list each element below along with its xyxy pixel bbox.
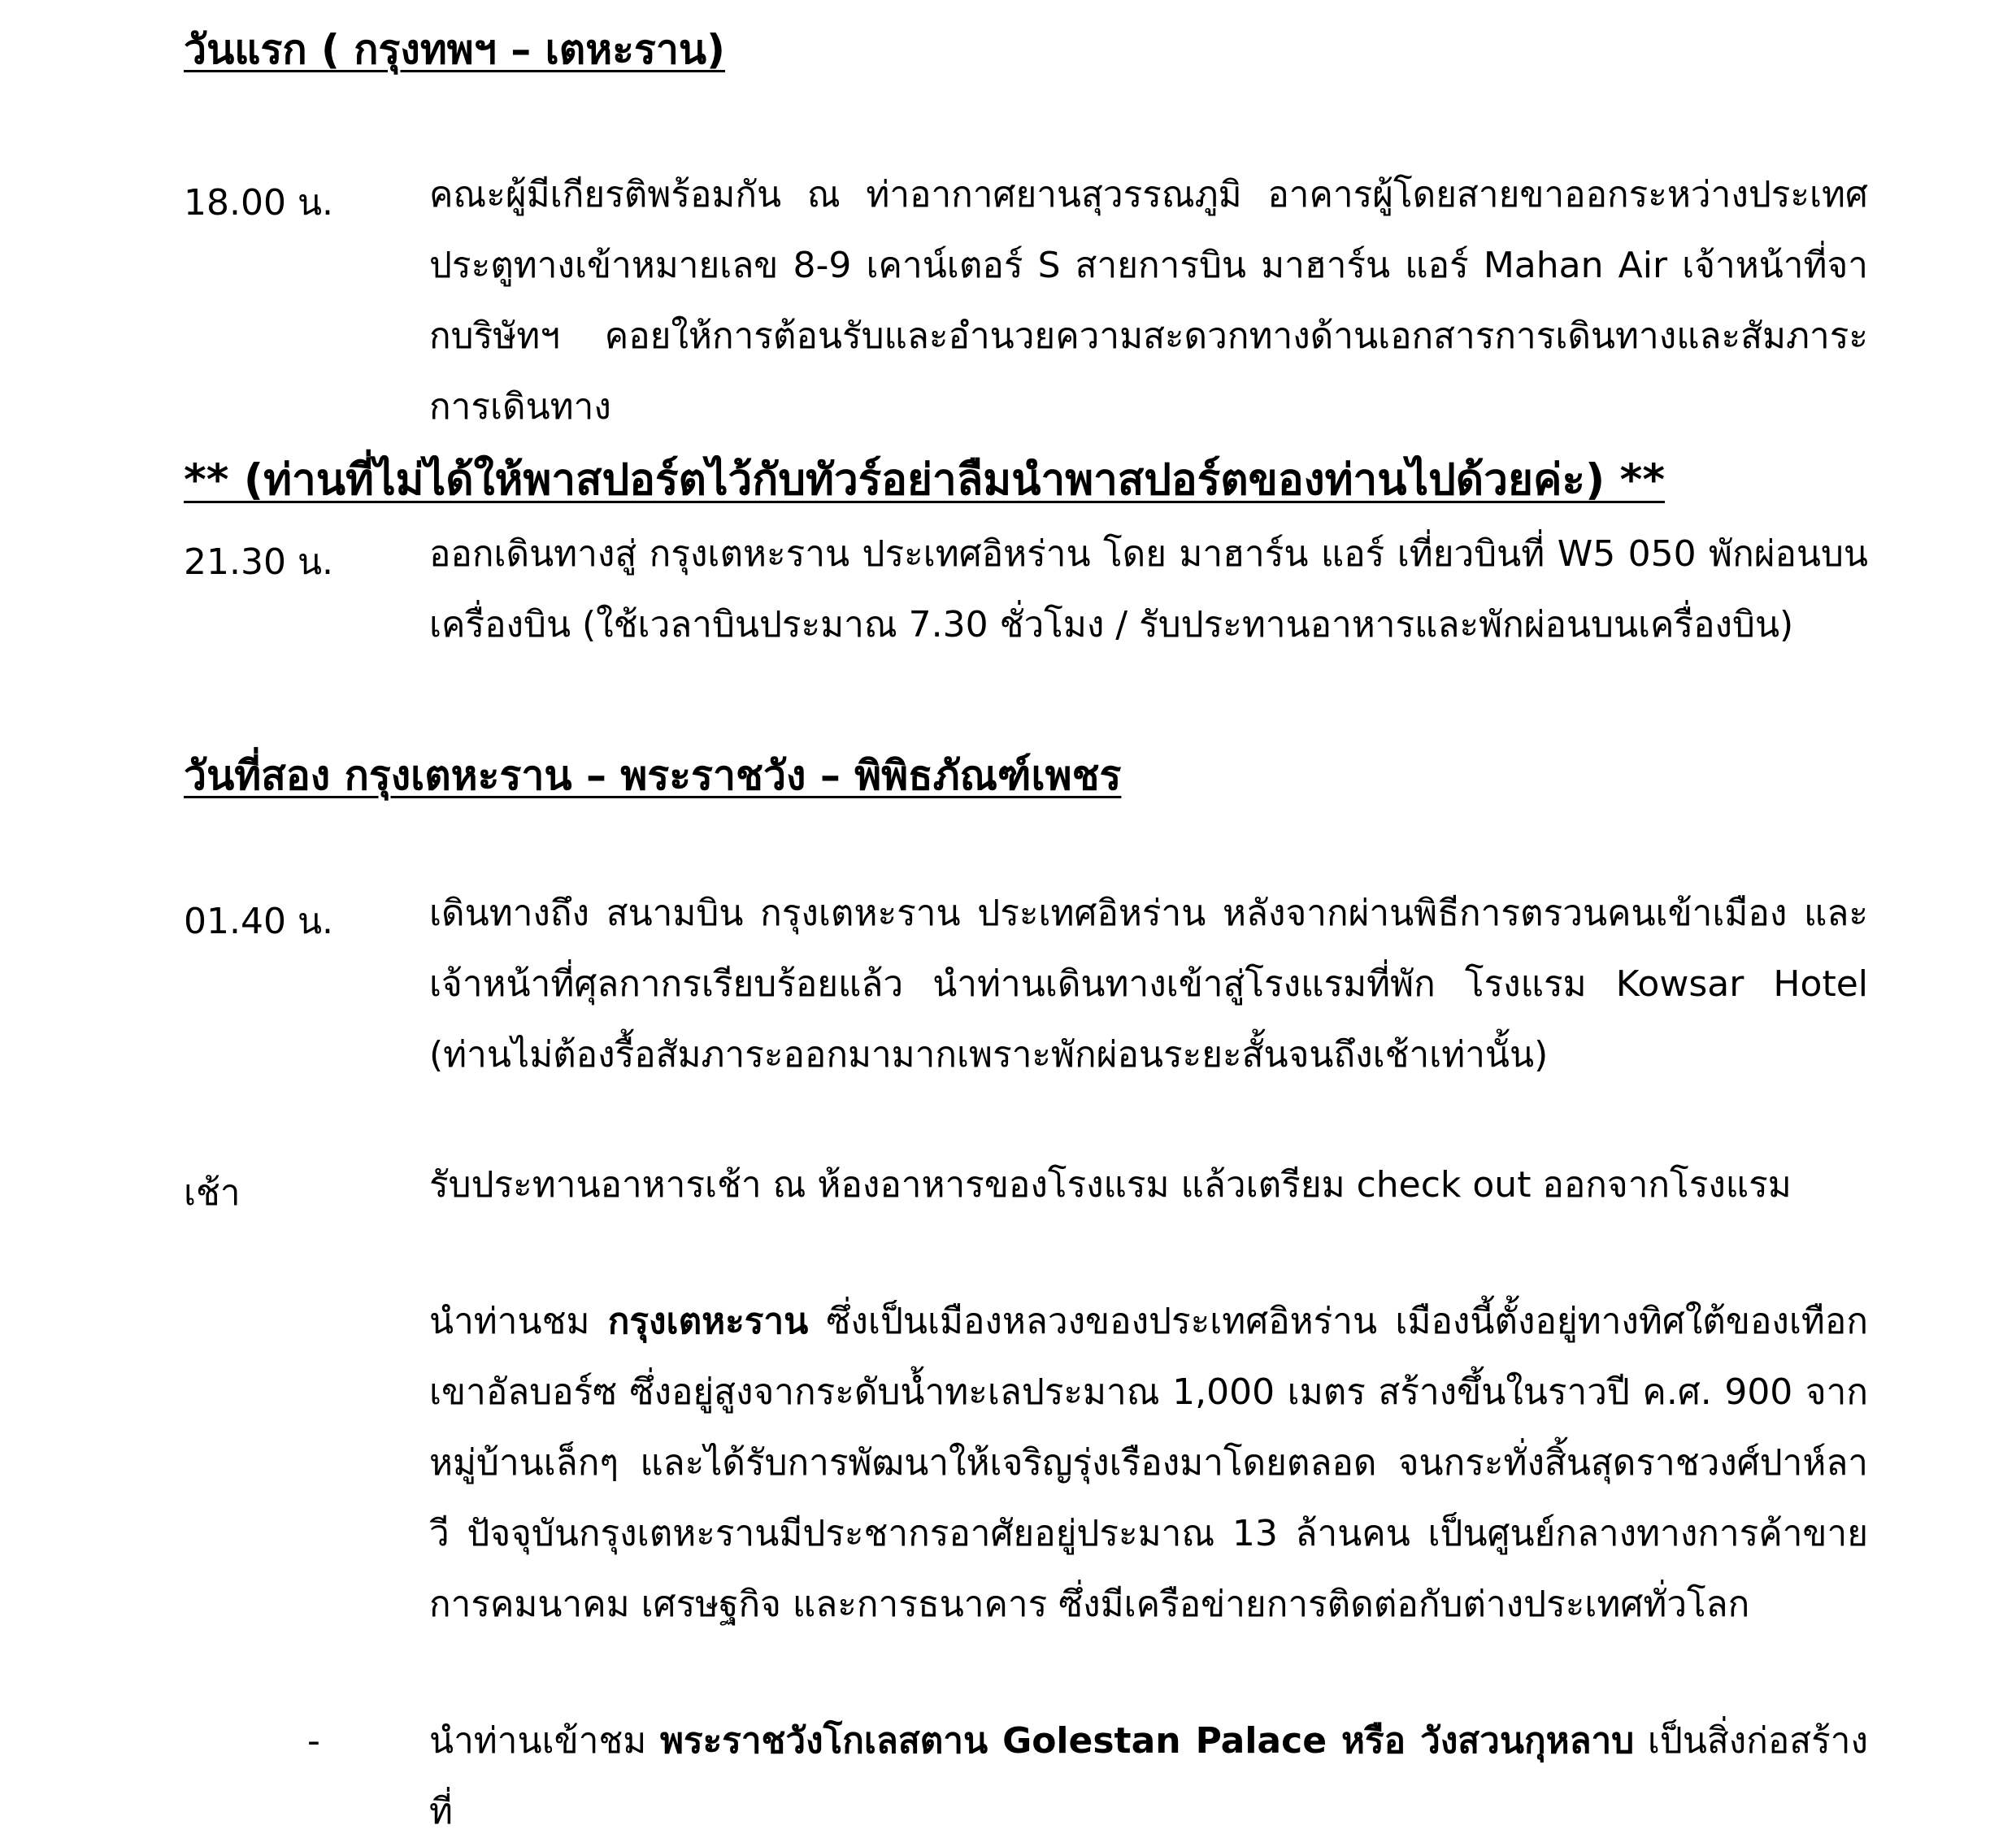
tehran-lead: นำท่านชม — [429, 1301, 608, 1342]
tehran-paragraph — [429, 1286, 1868, 1640]
palace-dash: - — [307, 1720, 320, 1762]
day2-text-1: เดินทางถึง สนามบิน กรุงเตหะราน ประเทศอิหร่าน หลังจากผ่านพิธีการตรวนคนเข้าเมือง และเจ้าหน้าที่ศุลกากรเรียบร้อยแล้ว นำท่านเดินทางเข้าสู่โรงแรมที่พัก โรงแรม Kowsar Hotel (ท่านไม่ต้องรื้อสัมภาระออกมามากเพราะพักผ่อนระยะสั้นจนถึงเช้าเท่านั้น) — [429, 893, 1868, 1076]
palace-paragraph — [429, 1706, 1868, 1847]
day2-heading: วันที่สอง กรุงเตหะราน – พระราชวัง – พิพิธภัณฑ์เพชร — [184, 752, 1122, 799]
day2-time-1: 01.40 น. — [184, 901, 334, 942]
day2-text-2: รับประทานอาหารเช้า ณ ห้องอาหารของโรงแรม แล้วเตรียม check out ออกจากโรงแรม — [429, 1164, 1792, 1206]
palace-rest: เป็นสิ่งก่อสร้างที่ — [429, 1720, 1868, 1832]
tehran-bold: กรุงเตหะราน — [607, 1301, 809, 1342]
day1-heading: วันแรก ( กรุงทพฯ – เตหะราน) — [184, 26, 725, 73]
palace-lead: นำท่านเข้าชม — [429, 1720, 660, 1762]
day1-time-2: 21.30 น. — [184, 541, 334, 583]
day2-time-2: เช้า — [184, 1172, 241, 1214]
day1-time-1: 18.00 น. — [184, 182, 334, 224]
tehran-rest: ซึ่งเป็นเมืองหลวงของประเทศอิหร่าน เมืองนี้ตั้งอยู่ทางทิศใต้ของเทือกเขาอัลบอร์ซ ซึ่งอยู่สูงจากระดับน้ำทะเลประมาณ 1,000 เมตร สร้างขึ้นในราวปี ค.ศ. 900 จากหมู่บ้านเล็กๆ และได้รับการพัฒนาให้เจริญรุ่งเรืองมาโดยตลอด จนกระทั่งสิ้นสุดราชวงศ์ปาห์ลาวี ปัจจุบันกรุงเตหะรานมีประชากรอาศัยอยู่ประมาณ 13 ล้านคน เป็นศูนย์กลางทางการค้าขาย การคมนาคม เศรษฐกิจ และการธนาคาร ซึ่งมีเครือข่ายการติดต่อกับต่างประเทศทั่วโลก — [429, 1301, 1868, 1625]
passport-note: ** (ท่านที่ไม่ได้ให้พาสปอร์ตไว้กับทัวร์อย่าลืมนำพาสปอร์ตของท่านไปด้วยค่ะ) ** — [184, 455, 1666, 505]
palace-bold: พระราชวังโกเลสตาน Golestan Palace หรือ วังสวนกุหลาบ — [659, 1720, 1635, 1762]
day1-text-1: คณะผู้มีเกียรติพร้อมกัน ณ ท่าอากาศยานสุวรรณภูมิ อาคารผู้โดยสายขาออกระหว่างประเทศ ประตูทางเข้าหมายเลข 8-9 เคาน์เตอร์ S สายการบิน มาฮาร์น แอร์ Mahan Air เจ้าหน้าที่จากบริษัทฯ คอยให้การต้อนรับและอำนวยความสะดวกทางด้านเอกสารการเดินทางและสัมภาระการเดินทาง — [429, 174, 1868, 428]
day1-text-2: ออกเดินทางสู่ กรุงเตหะราน ประเทศอิหร่าน โดย มาฮาร์น แอร์ เที่ยวบินที่ W5 050 พักผ่อนบนเครื่องบิน (ใช้เวลาบินประมาณ 7.30 ชั่วโมง / รับประทานอาหารและพักผ่อนบนเครื่องบิน) — [429, 533, 1868, 645]
